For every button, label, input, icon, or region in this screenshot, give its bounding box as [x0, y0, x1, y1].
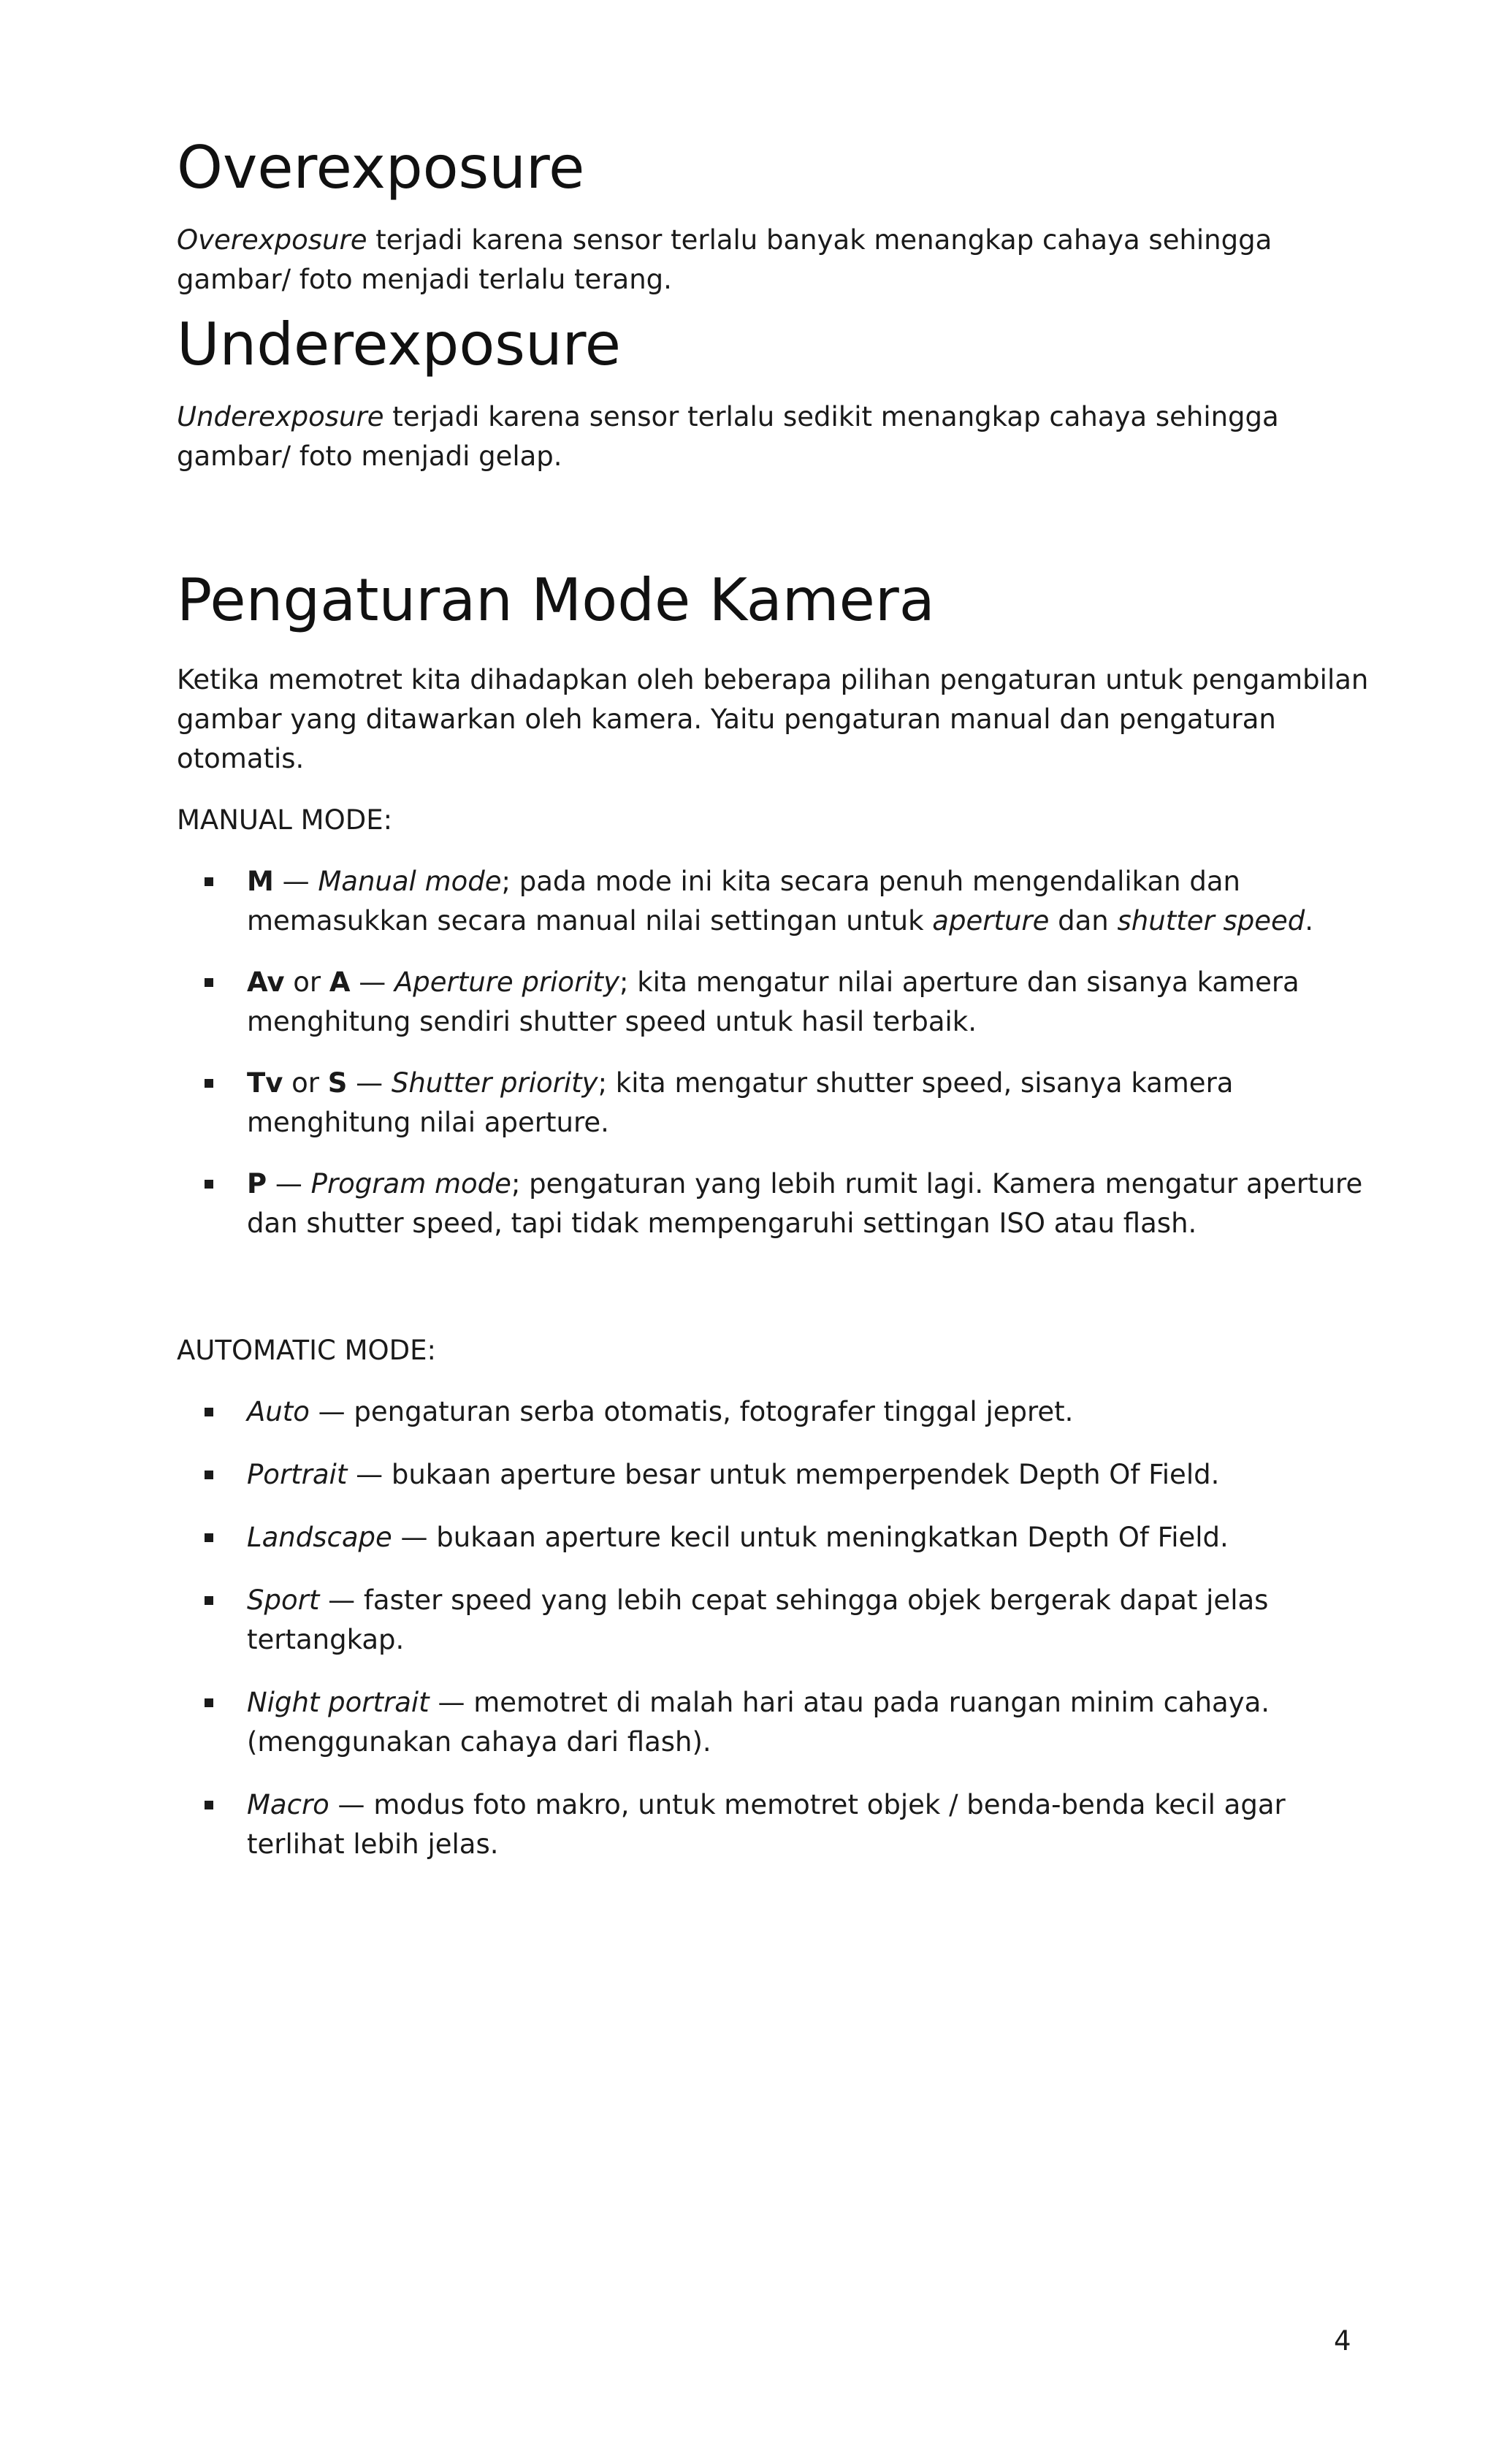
text-underexposure: terjadi karena sensor terlalu sedikit menangkap cahaya sehingga gambar/ foto menjadi gelap.	[177, 401, 1279, 472]
mode-description: ; pengaturan yang lebih rumit lagi. Kamera mengatur aperture dan shutter speed, tapi tidak mempengaruhi settingan ISO atau flash.	[247, 1168, 1363, 1239]
list-item	[177, 1064, 1375, 1143]
bullet-icon	[205, 1698, 213, 1707]
list-item	[177, 862, 1375, 941]
mode-name: Manual mode	[318, 866, 502, 897]
mode-dash: —	[347, 1067, 392, 1099]
mode-dash: —	[267, 1168, 311, 1199]
bullet-icon	[205, 1408, 213, 1416]
list-item	[177, 1581, 1375, 1660]
mode-key: Av	[247, 966, 285, 998]
list-item	[177, 1455, 1375, 1495]
bullet-icon	[205, 978, 213, 987]
bullet-icon	[205, 1533, 213, 1542]
mode-dash: —	[273, 866, 318, 897]
mode-name: Landscape	[247, 1522, 392, 1553]
mode-term-2: shutter speed	[1117, 905, 1305, 937]
mode-name: Aperture priority	[394, 966, 619, 998]
mode-key: M	[247, 866, 274, 897]
document-page	[177, 131, 1375, 1864]
mode-key: Tv	[247, 1067, 283, 1099]
bullet-icon	[205, 1801, 213, 1809]
bullet-icon	[205, 1079, 213, 1088]
bullet-icon	[205, 1471, 213, 1479]
manual-mode-list	[177, 862, 1375, 1243]
mode-description: — pengaturan serba otomatis, fotografer tinggal jepret.	[309, 1396, 1074, 1427]
mode-description-cont: dan	[1049, 905, 1118, 937]
mode-description-end: .	[1305, 905, 1313, 937]
manual-mode-label: MANUAL MODE:	[177, 804, 393, 836]
mode-dash: —	[350, 966, 394, 998]
mode-key-separator: or	[283, 1067, 328, 1099]
list-item	[177, 963, 1375, 1042]
mode-term: aperture	[932, 905, 1050, 937]
heading-underexposure: Underexposure	[177, 310, 622, 378]
bullet-icon	[205, 877, 213, 886]
mode-key-alt: A	[329, 966, 351, 998]
automatic-mode-list	[177, 1392, 1375, 1864]
list-item	[177, 1785, 1375, 1864]
page-number: 4	[1334, 2325, 1351, 2357]
mode-key-separator: or	[284, 966, 329, 998]
list-item	[177, 1518, 1375, 1557]
term-overexposure: Overexposure	[177, 224, 367, 256]
bullet-icon	[205, 1180, 213, 1189]
mode-name: Portrait	[247, 1459, 348, 1490]
mode-name: Shutter priority	[391, 1067, 598, 1099]
heading-overexposure: Overexposure	[177, 134, 585, 202]
mode-key: P	[247, 1168, 267, 1199]
mode-name: Night portrait	[247, 1687, 430, 1718]
list-item	[177, 1683, 1375, 1762]
mode-name: Auto	[247, 1396, 310, 1427]
paragraph-underexposure	[177, 397, 1375, 476]
mode-description: ; pada mode ini kita secara penuh mengendalikan dan memasukkan secara manual nilai settingan untuk	[247, 866, 1240, 937]
text-overexposure: terjadi karena sensor terlalu banyak menangkap cahaya sehingga gambar/ foto menjadi terlalu terang.	[177, 224, 1272, 295]
mode-description: — memotret di malah hari atau pada ruangan minim cahaya. (menggunakan cahaya dari flash).	[247, 1687, 1270, 1758]
paragraph-overexposure	[177, 221, 1375, 300]
mode-description: ; kita mengatur nilai aperture dan sisanya kamera menghitung sendiri shutter speed untuk hasil terbaik.	[247, 966, 1300, 1037]
mode-description: — bukaan aperture besar untuk memperpendek Depth Of Field.	[347, 1459, 1220, 1490]
mode-name: Sport	[247, 1584, 320, 1616]
mode-description: — modus foto makro, untuk memotret objek / benda-benda kecil agar terlihat lebih jelas.	[247, 1789, 1286, 1860]
mode-name: Program mode	[310, 1168, 511, 1199]
mode-description: ; kita mengatur shutter speed, sisanya kamera menghitung nilai aperture.	[247, 1067, 1234, 1138]
term-underexposure: Underexposure	[177, 401, 384, 432]
mode-name: Macro	[247, 1789, 329, 1820]
mode-key-alt: S	[327, 1067, 348, 1099]
paragraph-camera-mode-intro: Ketika memotret kita dihadapkan oleh beberapa pilihan pengaturan untuk pengambilan gambar yang ditawarkan oleh kamera. Yaitu pengaturan manual dan pengaturan otomatis.	[177, 664, 1369, 774]
heading-camera-mode: Pengaturan Mode Kamera	[177, 566, 935, 634]
list-item	[177, 1392, 1375, 1432]
automatic-mode-label: AUTOMATIC MODE:	[177, 1335, 436, 1366]
bullet-icon	[205, 1596, 213, 1605]
list-item	[177, 1164, 1375, 1243]
mode-description: — faster speed yang lebih cepat sehingga objek bergerak dapat jelas tertangkap.	[247, 1584, 1269, 1655]
mode-description: — bukaan aperture kecil untuk meningkatkan Depth Of Field.	[392, 1522, 1229, 1553]
